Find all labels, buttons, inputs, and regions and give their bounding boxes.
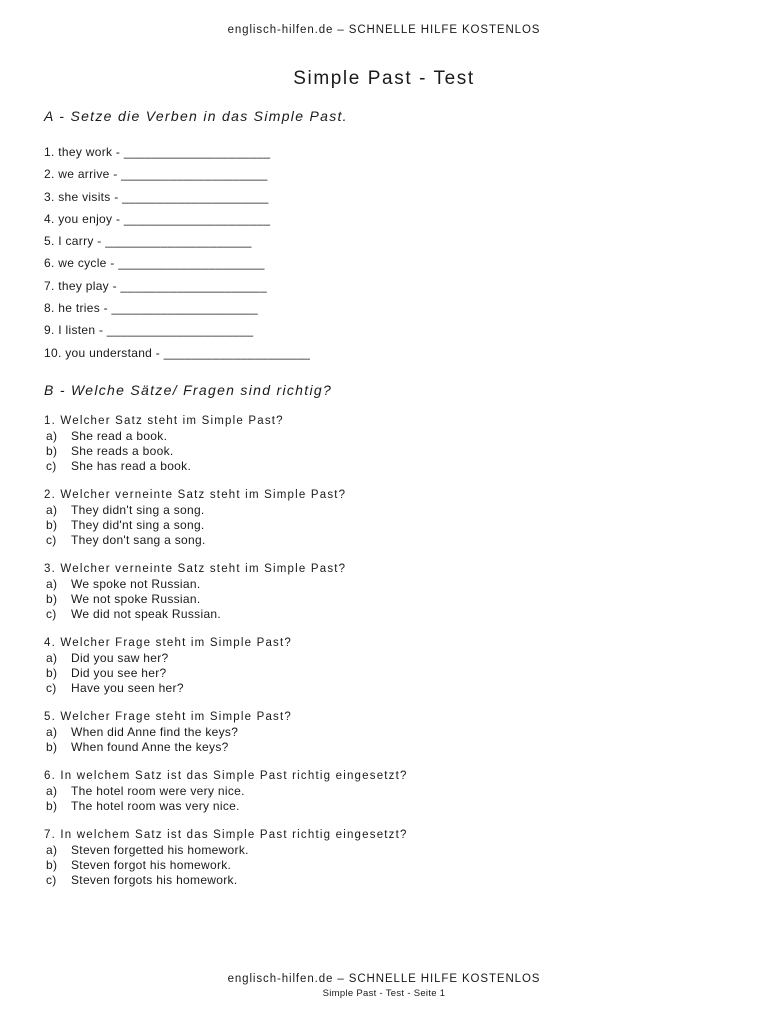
question-text: 4. Welcher Frage steht im Simple Past? [44,637,292,649]
option-text: The hotel room were very nice. [71,784,245,798]
answer-option [44,429,284,444]
option-text: She read a book. [71,429,168,443]
question-block [44,414,284,473]
page-title: Simple Past - Test [293,68,475,89]
option-letter: a) [46,577,58,591]
answer-option [44,651,292,666]
answer-option [44,740,292,755]
answer-option [44,503,346,518]
exercise-item: 8. he tries - _____________________ [44,301,259,316]
option-text: When found Anne the keys? [71,739,229,754]
option-letter: a) [46,843,58,857]
option-letter: a) [46,651,58,665]
option-text: We spoke not Russian. [71,577,201,591]
option-text: Steven forgot his homework. [71,857,232,872]
exercise-item: 7. they play - _____________________ [44,278,267,293]
option-letter: a) [46,429,58,443]
answer-option [44,858,408,873]
option-text: They didn't sing a song. [71,503,205,517]
answer-option [44,725,292,740]
question-block [44,828,408,887]
option-text: They don't sang a song. [71,532,206,547]
question-text: 7. In welchem Satz ist das Simple Past richtig eingesetzt? [44,829,408,841]
answer-option [44,843,408,858]
option-text: They did'nt sing a song. [71,517,205,532]
answer-option [44,607,346,622]
question-block [44,769,408,814]
option-letter: c) [46,606,57,621]
question-block [44,710,292,755]
section-a-heading: A - Setze die Verben in das Simple Past. [44,108,348,124]
exercise-item: 6. we cycle - _____________________ [44,256,265,271]
answer-option [44,799,408,814]
option-letter: c) [46,680,57,695]
option-letter: b) [46,591,58,606]
question-text: 6. In welchem Satz ist das Simple Past richtig eingesetzt? [44,770,408,782]
exercise-item: 1. they work - _____________________ [44,145,271,159]
page-footer: englisch-hilfen.de – SCHNELLE HILFE KOSTENLOS [227,973,541,985]
answer-option [44,459,284,474]
question-block [44,636,292,695]
option-letter: a) [46,784,58,798]
option-text: Have you seen her? [71,680,184,695]
exercise-item: 2. we arrive - _____________________ [44,167,268,182]
question-text: 1. Welcher Satz steht im Simple Past? [44,415,284,427]
page-number-footer: Simple Past - Test - Seite 1 [322,988,446,999]
option-text: We not spoke Russian. [71,591,201,606]
option-text: Steven forgetted his homework. [71,843,249,857]
option-text: Did you saw her? [71,651,169,665]
option-text: She reads a book. [71,443,174,458]
option-letter: a) [46,725,58,739]
answer-option [44,681,292,696]
option-letter: b) [46,857,58,872]
option-letter: b) [46,443,58,458]
option-text: She has read a book. [71,458,192,473]
option-letter: c) [46,458,57,473]
section-a-list [44,141,310,364]
exercise-item: 4. you enjoy - _____________________ [44,211,271,226]
answer-option [44,518,346,533]
exercise-item: 10. you understand - _____________________ [44,345,311,360]
page-header: englisch-hilfen.de – SCHNELLE HILFE KOSTENLOS [227,24,541,36]
option-letter: a) [46,503,58,517]
question-block [44,488,346,547]
option-letter: b) [46,665,58,680]
answer-option [44,666,292,681]
answer-option [44,784,408,799]
answer-option [44,873,408,888]
option-letter: b) [46,517,58,532]
question-block [44,562,346,621]
option-letter: c) [46,872,57,887]
section-b-heading: B - Welche Sätze/ Fragen sind richtig? [44,382,333,398]
option-letter: b) [46,798,58,813]
exercise-item: 5. I carry - _____________________ [44,234,252,249]
option-text: We did not speak Russian. [71,606,222,621]
option-letter: c) [46,532,57,547]
exercise-item: 9. I listen - _____________________ [44,323,254,338]
exercise-item: 3. she visits - _____________________ [44,189,269,204]
question-text: 3. Welcher verneinte Satz steht im Simple Past? [44,563,347,575]
option-letter: b) [46,739,58,754]
answer-option [44,533,346,548]
option-text: When did Anne find the keys? [71,725,239,739]
answer-option [44,444,284,459]
answer-option [44,592,346,607]
option-text: The hotel room was very nice. [71,798,240,813]
question-text: 5. Welcher Frage steht im Simple Past? [44,711,292,723]
option-text: Did you see her? [71,665,167,680]
answer-option [44,577,346,592]
question-text: 2. Welcher verneinte Satz steht im Simple Past? [44,489,347,501]
option-text: Steven forgots his homework. [71,872,238,887]
